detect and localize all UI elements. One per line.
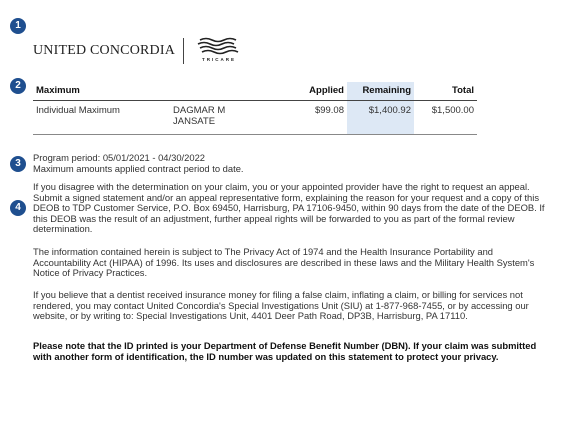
header-maximum: Maximum <box>33 82 170 101</box>
table-row <box>33 101 477 135</box>
appeal-paragraph <box>33 182 548 235</box>
member-name-line1: DAGMAR M <box>173 105 226 116</box>
header-remaining: Remaining <box>347 82 414 101</box>
marker-2: 2 <box>10 78 26 94</box>
privacy-paragraph <box>33 247 548 279</box>
header-applied: Applied <box>290 82 347 101</box>
table-header-row <box>33 82 477 101</box>
marker-4: 4 <box>10 200 26 216</box>
fraud-text: If you believe that a dentist received insurance money for filing a false claim, inflating a claim, or billing for services not rendered, you may contact United Concordia's Special Investigations Unit (SIU) at 1-877-968-7455, or by accessing our website, or by writing to: Special Investigations Unit, 4401 Deer Path Road, DP3B, Harrisburg, PA 17110. <box>33 289 529 322</box>
tricare-logo <box>194 36 242 66</box>
cell-maximum: Individual Maximum <box>36 105 120 116</box>
maximum-table <box>33 82 477 135</box>
program-period-block <box>33 153 548 174</box>
united-concordia-logo <box>33 36 242 66</box>
appeal-text: If you disagree with the determination on your claim, you or your appointed provider have the right to request an appeal. Submit a signed statement and/or an appeal representative form, explaining the reason for your request and a copy of this DEOB to TDP Customer Service, P.O. Box 69450, Harrisburg, PA 17106-9450, within 90 days from the date of the DEOB. If this DEOB was the result of an adjustment, further appeal rights will be forwarded to you as part of the formal review determination. <box>33 181 545 235</box>
member-name-line2: JANSATE <box>173 116 216 127</box>
cell-total: $1,500.00 <box>431 105 474 116</box>
cell-remaining: $1,400.92 <box>347 101 414 135</box>
header-name <box>170 82 290 101</box>
tricare-waves-icon <box>194 36 242 56</box>
logo-brand-text: UNITED CONCORDIA <box>33 43 176 58</box>
marker-3: 3 <box>10 156 26 172</box>
dbn-text: Please note that the ID printed is your Department of Defense Benefit Number (DBN). If your claim was submitted with another form of identification, the ID number was updated on this statement to protect your privacy. <box>33 340 537 362</box>
program-note: Maximum amounts applied contract period to date. <box>33 162 244 174</box>
dbn-notice <box>33 341 548 362</box>
marker-1: 1 <box>10 18 26 34</box>
header-total: Total <box>414 82 477 101</box>
cell-applied: $99.08 <box>314 105 344 116</box>
fraud-paragraph <box>33 290 548 322</box>
logo-divider <box>183 38 184 64</box>
program-period: Program period: 05/01/2021 - 04/30/2022 <box>33 152 205 163</box>
logo-tricare-text: TRICARE <box>202 57 237 62</box>
privacy-text: The information contained herein is subject to The Privacy Act of 1974 and the Health Insurance Portability and Accountability Act (HIPAA) of 1996. Its uses and disclosures are described in these laws and the Military Health System's Notice of Privacy Practices. <box>33 246 535 279</box>
cell-member-name <box>170 101 290 135</box>
